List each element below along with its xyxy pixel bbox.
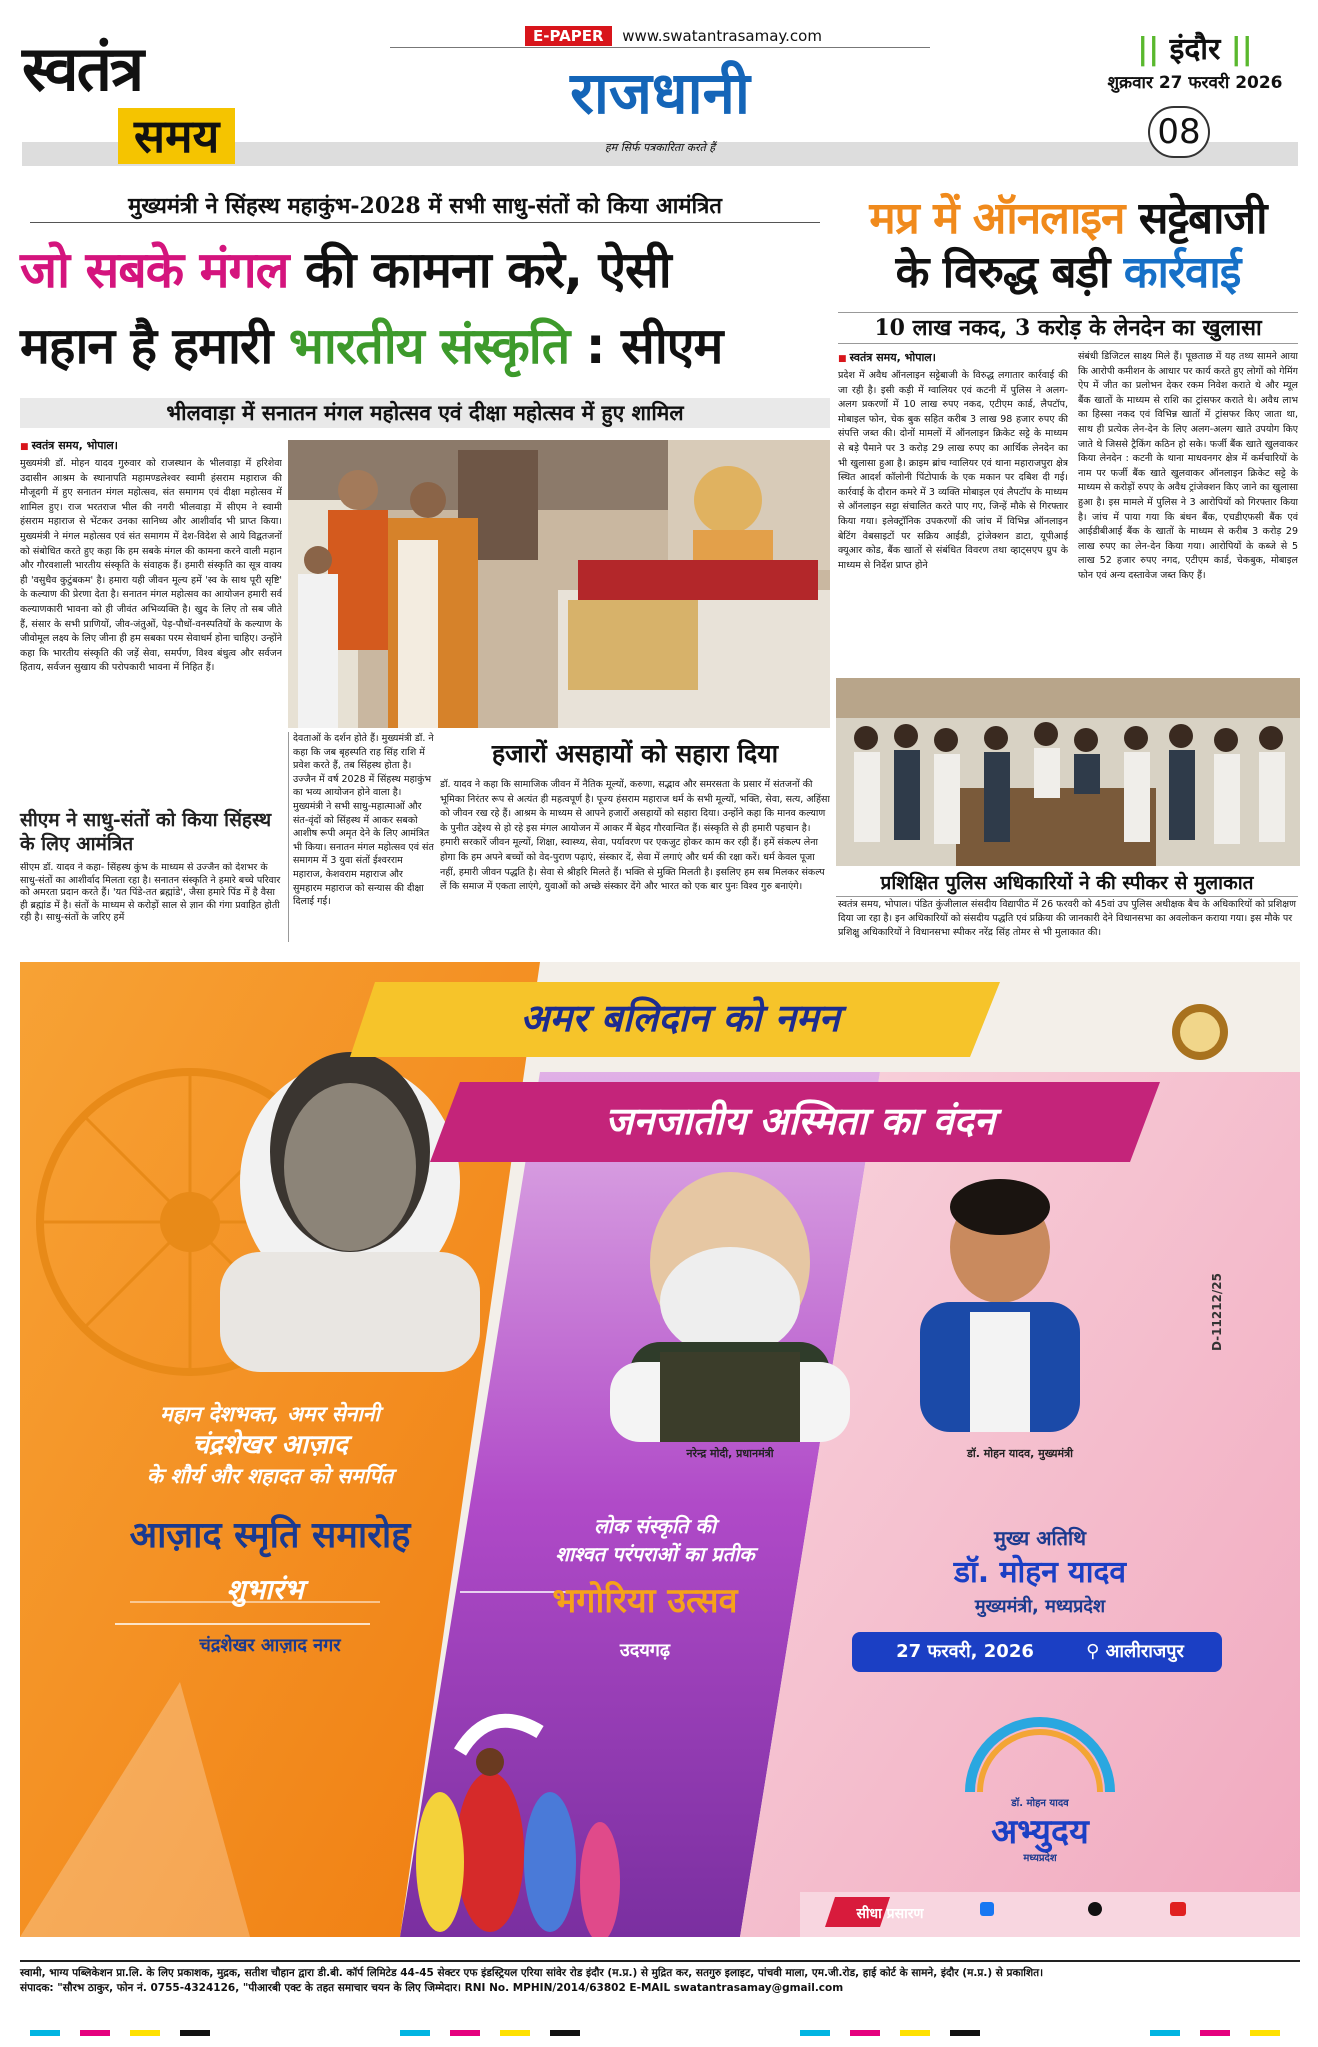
byline: ■ स्वतंत्र समय, भोपाल। bbox=[20, 438, 282, 453]
event-2-title: भगोरिया उत्सव bbox=[552, 1581, 738, 1621]
group-photo bbox=[836, 678, 1300, 866]
edition-info bbox=[1100, 30, 1290, 93]
folk-line-2: शाश्वत परंपराओं का प्रतीक bbox=[555, 1542, 755, 1566]
edition-date: शुक्रवार 27 फरवरी 2026 bbox=[1107, 73, 1283, 93]
event-1-title: आज़ाद स्मृति समारोह bbox=[129, 1515, 411, 1556]
logo-top-text: स्वतंत्र bbox=[22, 32, 143, 105]
lead-column-3: डॉ. यादव ने कहा कि सामाजिक जीवन में नैतिक मूल्यों, करुणा, सद्भाव और समरसता के प्रसार में संतजनों की भूमिका निरंतर रूप से अत्यंत ही महत्वपूर्ण है। पूज्य हंसराम महाराज धर्म के सभी मूल्यों, भक्ति, सेवा, सत्य, अहिंसा को जीवन रख रहे हैं। आश्रम के माध्यम से आपने हजारों असहायों को सहारा दिया। उन्होंने कहा कि मानव कल्याण के पुनीत उद्देश्य से हो रहे इस मंगल आयोजन में आकर मैं बेहद गौरवान्वित हैं। संस्कृति से ही हमारी पहचान है। हमारी सरकारें जीवन मूल्यों, शिक्षा, स्वास्थ्य, सेवा, पर्यावरण पर एकजुट होकर काम कर रही हैं। हमें संकल्प लेना होगा कि हम अपने बच्चों को वेद-पुराण पढ़ाएं, संस्कार दें, सेवा में लगाएं और धर्म की रक्षा करें। धर्म केवल पूजा नहीं, हमारी जीवन पद्धति है। सेवा से श्रीहरि मिलते हैं। भक्ति से मुक्ति मिलती है। इसलिए हम सब मिलकर संकल्प लें कि समाज में एकता लाएंगे, युवाओं को अच्छे संस्कार देंगे और भारत को एक बार पुनः विश्व गुरु बनाएंगे। bbox=[440, 779, 830, 893]
chief-guest-name: डॉ. मोहन यादव bbox=[953, 1555, 1127, 1590]
lead-body: मुख्यमंत्री डॉ. मोहन यादव गुरुवार को राजस्थान के भीलवाड़ा में हरिशेवा उदासीन आश्रम के स्थानापति महामण्डलेश्वर स्वामी हंसराम महाराज की मौजूदगी में हुए सनातन मंगल महोत्सव, संत समागम एवं दीक्षा महोत्सव में शामिल हुए। राज भरतराज भील की नगरी भीलवाड़ा में सीएम ने स्वामी हंसराम महाराज से भेंटकर उनका सानिध्य और आशीर्वाद भी प्राप्त किया। मुख्यमंत्री ने मंगल महोत्सव एवं संत समागम में देश-विदेश से आये विद्वतजनों को संबोधित करते हुए कहा कि हम सबके मंगल की कामना करने वाली महान और गौरवशाली भारतीय संस्कृति के संवाहक हैं। हमारी संस्कृति का सूत्र वाक्य ही 'वसुधैव कुटुंबकम' है। हमारा यही जीवन मूल्य हमें 'स्व के साथ पूरी सृष्टि' के कल्याण की प्रेरणा देता है। सनातन मंगल महोत्सव का आयोजन हमारी सर्व कल्याणकारी भावना को ही जीवंत अभिव्यक्ति है। खुद के लिए तो सब जीते हैं, संसार के सभी प्राणियों, जीव-जंतुओं, पेड़-पौधों-वनस्पतियों के कल्याण के जीवोमूल लक्ष्य के लिए जीना ही हम सबका परम सेवाधर्म होना चाहिए। उन्होंने कहा कि भारतीय संस्कृति की जड़ें सेवा, समर्पण, विश्व बंधुत्व और सर्वजन हिताय, सर्वजन सुखाय की परोपकारी भावना में निहित हैं। bbox=[20, 458, 282, 674]
byline: ■ स्वतंत्र समय, भोपाल। bbox=[838, 350, 1068, 365]
tribute-line-3: के शौर्य और शहादत को समर्पित bbox=[146, 1464, 394, 1488]
side-headline: सीएम ने साधु-संतों को किया सिंहस्थ के लिए आमंत्रित bbox=[20, 809, 272, 855]
ad-code: D-11212/25 bbox=[1210, 1273, 1224, 1351]
location-pin-icon: ⚲ bbox=[1086, 1641, 1106, 1662]
lead-photo bbox=[288, 440, 830, 728]
imprint-footer bbox=[20, 1960, 1300, 1996]
side-body: सीएम डॉ. यादव ने कहा- सिंहस्थ कुंभ के माध्यम से उज्जैन को देशभर के साधु-संतों का आशीर्वाद मिलता रहा है। सनातन संस्कृति ने हमारे बच्चे परिवार को अमरता प्रदान करते हैं। 'यत पिंडे-तत ब्रह्मांडे', जैसा हमारे पिंड में है वैसा ही ब्रह्मांड में है। संतों के माध्यम से करोड़ों साल से ज्ञान की गंगा प्रवाहित होती रही है। साधु-संतों के जरिए हमें bbox=[20, 862, 281, 924]
event-date: 27 फरवरी, 2026 bbox=[896, 1641, 1034, 1662]
page-number: 08 bbox=[1148, 106, 1210, 158]
tagline: हम सिर्फ पत्रकारिता करते हैं bbox=[604, 141, 716, 154]
print-registration-marks bbox=[0, 2030, 1318, 2036]
brand-state: मध्यप्रदेश bbox=[1023, 1853, 1057, 1864]
imprint-line-2: संपादक: "सौरभ ठाकुर, फोन नं. 0755-4324126, "पीआरबी एक्ट के तहत समाचार चयन के लिए जिम्मेदार। RNI No. MPHIN/2014/63802 E-MAIL swatantrasamay@gmail.com bbox=[20, 1982, 844, 1994]
event-2-place: उदयगढ़ bbox=[619, 1640, 671, 1661]
ad-banner-2: जनजातीय अस्मिता का वंदन bbox=[605, 1099, 995, 1143]
edition-city: || इंदौर || bbox=[1137, 32, 1253, 67]
brand-small: डॉ. मोहन यादव bbox=[1011, 1798, 1069, 1809]
chief-guest-role: मुख्यमंत्री, मध्यप्रदेश bbox=[974, 1596, 1106, 1617]
lead-subhead: भीलवाड़ा में सनातन मंगल महोत्सव एवं दीक्षा महोत्सव में हुए शामिल bbox=[20, 398, 830, 428]
tribute-line-2: चंद्रशेखर आज़ाद bbox=[192, 1430, 348, 1460]
government-advertisement bbox=[20, 962, 1300, 1937]
right-subhead: 10 लाख नकद, 3 करोड़ के लेनदेन का खुलासा bbox=[838, 312, 1298, 344]
lead-column-1 bbox=[20, 438, 282, 798]
right-column-1 bbox=[838, 350, 1068, 670]
imprint-line-1: स्वामी, भाग्य पब्लिकेशन प्रा.लि. के लिए प्रकाशक, मुद्रक, सतीश चौहान द्वारा डी.बी. कॉर्प लिमिटेड 44-45 सेक्टर एफ इंडस्ट्रियल एरिया सांवेर रोड इंदौर (म.प्र.) से मुद्रित कर, सतगुरु इलाइट, पांचवी माला, एम.जी.रोड, हाई कोर्ट के सामने, इंदौर (म.प्र.) से प्रकाशित। bbox=[20, 1967, 1044, 1979]
sub-headline: हजारों असहायों को सहारा दिया bbox=[491, 739, 779, 768]
event-venue: ⚲ आलीराजपुर bbox=[1086, 1641, 1184, 1662]
photo-caption-headline: प्रशिक्षित पुलिस अधिकारियों ने की स्पीकर से मुलाकात bbox=[836, 870, 1298, 897]
brand-name: अभ्युदय bbox=[991, 1812, 1089, 1852]
event-1-sub: शुभारंभ bbox=[226, 1573, 304, 1606]
masthead-logo bbox=[22, 30, 272, 165]
pm-caption: नरेन्द्र मोदी, प्रधानमंत्री bbox=[686, 1447, 774, 1460]
photo-caption: स्वतंत्र समय, भोपाल। पंडित कुंजीलाल संसदीय विद्यापीठ में 26 फरवरी को 45वां उप पुलिस अधीक्षक बैच के अधिकारियों को प्रशिक्षण दिया जा रहा है। इन अधिकारियों को संसदीय पद्धति एवं प्रक्रिया की जानकारी देने विधानसभा का अवलोकन कराया गया। इस मौके पर प्रशिक्षु अधिकारियों ने विधानसभा स्पीकर नरेंद्र सिंह तोमर से भी मुलाकात की। bbox=[838, 899, 1296, 938]
ad-banner-1: अमर बलिदान को नमन bbox=[520, 996, 840, 1040]
logo-bottom-text: समय bbox=[118, 108, 235, 164]
right-headline: मप्र में ऑनलाइन सट्टेबाजी के विरुद्ध बड़ी कार्रवाई bbox=[869, 193, 1267, 298]
site-url[interactable]: www.swatantrasamay.com bbox=[622, 27, 822, 45]
lead-headline: जो सबके मंगल की कामना करे, ऐसी महान है हमारी भारतीय संस्कृति : सीएम bbox=[20, 241, 723, 375]
lead-column-2: देवताओं के दर्शन होते हैं। मुख्यमंत्री डॉ. ने कहा कि जब बृहस्पति राह सिंह राशि में प्रवेश करते हैं, तब सिंहस्थ होता है। उज्जैन में वर्ष 2028 में सिंहस्थ महाकुंभ का भव्य आयोजन होने वाला है। मुख्यमंत्री ने सभी साधु-महात्माओं और संत-वृंदों को सिंहस्थ में आकर सबको आशीष रूपी अमृत देने के लिए आमंत्रित भी किया। सनातन मंगल महोत्सव एवं संत समागम में 3 युवा संतों ईश्वरराम महाराज, केशवराम महाराज और सुमहारम महाराज को सन्यास की दीक्षा दिलाई गई। bbox=[288, 732, 434, 942]
section-title: राजधानी bbox=[570, 59, 750, 127]
live-broadcast-label: सीधा प्रसारण bbox=[856, 1906, 924, 1922]
folk-line-1: लोक संस्कृति की bbox=[594, 1514, 716, 1538]
epaper-row bbox=[390, 26, 930, 48]
epaper-tag: E-PAPER bbox=[525, 26, 612, 46]
event-1-place: चंद्रशेखर आज़ाद नगर bbox=[199, 1635, 341, 1656]
tribute-line-1: महान देशभक्त, अमर सेनानी bbox=[160, 1402, 380, 1426]
right-body-2: संबंधी डिजिटल साक्ष्य मिले हैं। पूछताछ में यह तथ्य सामने आया कि आरोपी कमीशन के आधार पर कार्य करते हुए लोगों को गेमिंग ऐप में जीत का प्रलोभन देकर रकम निवेश कराते थे और म्यूल बैंक खातों के माध्यम से राशि का ट्रांसफर कराते थे। अवैध लाभ का हिस्सा नकद एवं विभिन्न खातों में ट्रांसफर किए जाता था, साथ ही प्रत्येक लेन-देन के लिए अलग-अलग खाते उपयोग किए जाते थे जिससे ट्रैकिंग कठिन हो सके। फर्जी बैंक खाते खुलवाकर किया लेनदेन : कटनी के थाना माधवनगर क्षेत्र में कर्मचारियों के नाम पर फर्जी बैंक खाते खुलवाकर ऑनलाइन क्रिकेट सट्टे के माध्यम से करोड़ों रुपए के अवैध ट्रांजेक्शन किए जाने का खुलासा हुआ है। इस मामले में पुलिस ने 3 आरोपियों को गिरफ्तार किया है। जांच में पाया गया कि बंधन बैंक, एचडीएफसी बैंक एवं आईडीबीआई बैंक के खातों के माध्यम से करीब 3 करोड़ 29 लाख रुपए का लेन-देन किया गया। आरोपियों के कब्जे से 5 लाख 52 हजार रुपए नगद, एटीएम कार्ड, चेकबुक, मोबाइल फोन एवं अन्य दस्तावेज जब्त किए हैं। bbox=[1078, 351, 1298, 581]
lead-kicker: मुख्यमंत्री ने सिंहस्थ महाकुंभ-2028 में सभी साधु-संतों को किया आमंत्रित bbox=[128, 193, 722, 219]
divider bbox=[30, 222, 820, 223]
cm-caption: डॉ. मोहन यादव, मुख्यमंत्री bbox=[966, 1447, 1074, 1460]
right-body-1: प्रदेश में अवैध ऑनलाइन सट्टेबाजी के विरुद्ध लगातार कार्रवाई की जा रही है। इसी कड़ी में ग्वालियर एवं कटनी में पुलिस ने अलग-अलग प्रकरणों में 10 लाख रुपए नकद, एटीएम कार्ड, लैपटॉप, मोबाइल फोन, चेक बुक सहित करीब 3 लाख 98 हजार रुपए की संपत्ति जब्त की। दोनों मामलों में ऑनलाइन क्रिकेट सट्टे के माध्यम से बड़े पैमाने पर 3 करोड़ 29 लाख रुपए का आर्थिक लेनदेन का भी खुलासा हुआ है। क्राइम ब्रांच ग्वालियर एवं थाना महाराजपुरा क्षेत्र स्थित आदर्श कॉलोनी पिंटोपार्क के एक मकान पर दबिश दी गई। कार्रवाई के दौरान कमरे में 3 व्यक्ति मोबाइल एवं लैपटॉप के माध्यम से ऑनलाइन सट्टा संचालित करते पाए गए, जिन्हें मौके से गिरफ्तार किया गया। इलेक्ट्रॉनिक उपकरणों की जांच में विभिन्न ऑनलाइन बेटिंग वेबसाइटों पर सक्रिय आईडी, ट्रांजेक्शन डाटा, यूपीआई क्यूआर कोड, बैंक खातों से संबंधित विवरण तथा व्हाट्सएप ग्रुप के माध्यम से निर्देश प्राप्त होने bbox=[838, 370, 1068, 571]
chief-guest-label: मुख्य अतिथि bbox=[993, 1526, 1087, 1550]
